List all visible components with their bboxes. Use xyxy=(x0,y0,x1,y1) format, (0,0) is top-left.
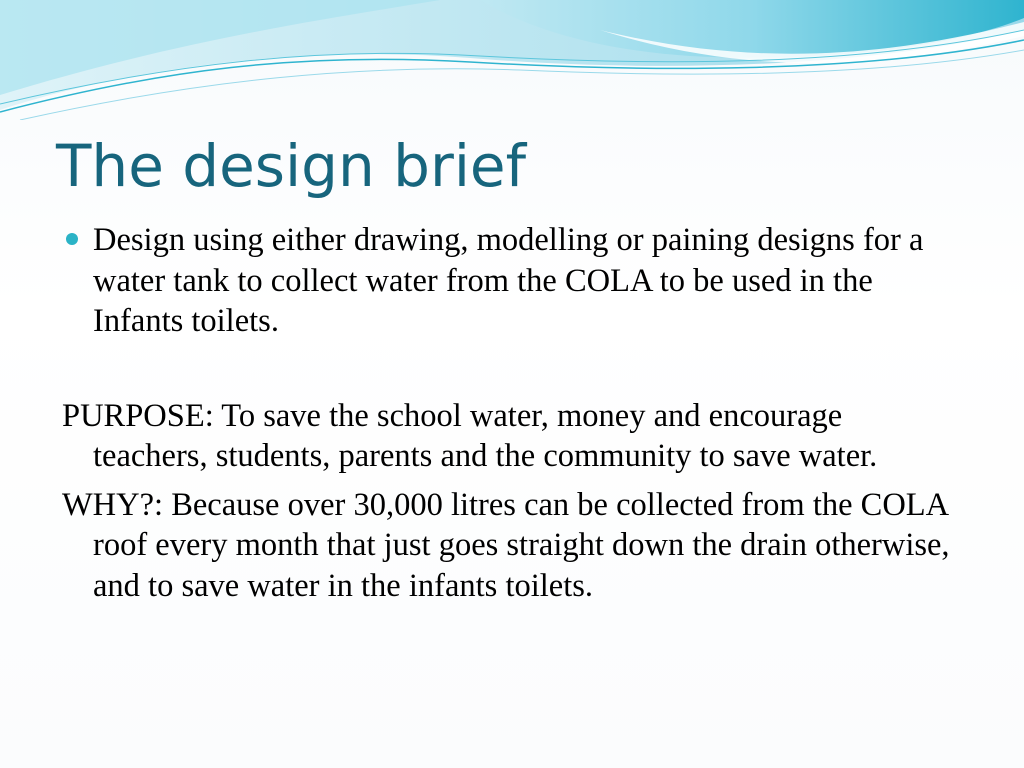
bullet-item xyxy=(62,220,962,342)
wave-header-decoration xyxy=(0,0,1024,120)
spacer xyxy=(62,342,962,396)
why-paragraph: WHY?: Because over 30,000 litres can be collected from the COLA roof every month that just goes straight down the drain otherwise, and to save water in the infants toilets. xyxy=(62,486,950,604)
slide-title: The design brief xyxy=(56,132,527,200)
bullet-dot-icon xyxy=(66,233,78,245)
slide-body xyxy=(62,220,962,606)
spacer xyxy=(62,477,962,485)
purpose-paragraph: PURPOSE: To save the school water, money and encourage teachers, students, parents and the community to save water. xyxy=(62,397,878,474)
bullet-text: Design using either drawing, modelling or paining designs for a water tank to collect water from the COLA to be used in the Infants toilets. xyxy=(93,222,924,339)
